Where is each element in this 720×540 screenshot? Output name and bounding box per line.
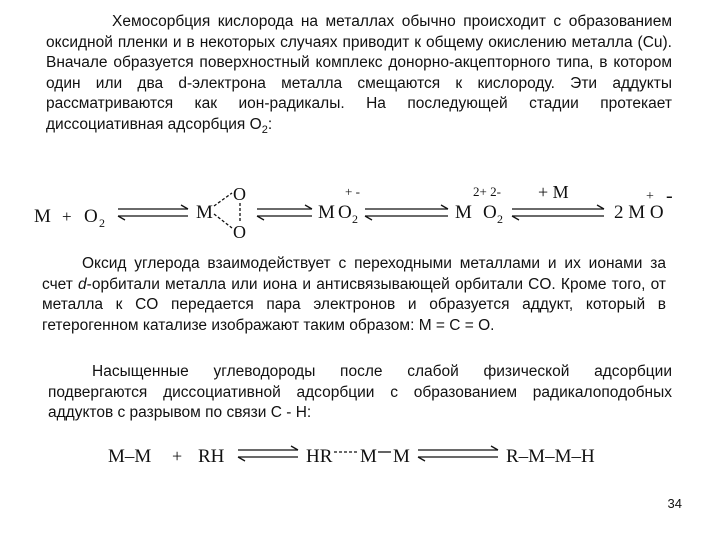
equation1-arrows xyxy=(118,193,604,228)
eq1-step3-charge: 2+ 2- xyxy=(473,184,501,199)
paragraph1-end: : xyxy=(267,115,273,133)
equation-hydrocarbon-adsorption xyxy=(108,446,595,467)
eq1-complex-m: M xyxy=(196,202,213,223)
eq2-m-left: M xyxy=(360,446,377,467)
eq1-step2-charge: + - xyxy=(345,184,360,199)
paragraph2-italic-d: d xyxy=(78,275,87,293)
eq1-final-plus: + xyxy=(646,189,654,204)
paragraph1-subscript: 2 xyxy=(261,123,268,136)
eq1-step3-sub: 2 xyxy=(497,212,503,226)
paragraph-hydrocarbons: Насыщенные углеводороды после слабой физической адсорбции подвергаются диссоциативной адсорбции с образованием радикалоподобных аддуктов с разрывом по связи C - H: xyxy=(48,363,672,421)
eq1-arrow-label: + M xyxy=(538,182,569,202)
page-number: 34 xyxy=(667,496,682,511)
eq1-step3-m: M xyxy=(455,202,472,223)
eq2-mm: M–M xyxy=(108,446,152,467)
eq1-step2-sub: 2 xyxy=(352,212,358,226)
eq2-rh: RH xyxy=(198,446,225,467)
eq1-m: M xyxy=(34,206,51,227)
eq1-equilibrium-arrow-2 xyxy=(257,205,312,220)
eq1-o2-o: O xyxy=(84,206,98,227)
eq1-step2-m: M xyxy=(318,202,335,223)
paragraph-carbon-monoxide xyxy=(42,254,666,336)
eq2-hr: HR xyxy=(306,446,333,467)
eq1-step2-o: O xyxy=(338,202,352,223)
paragraph1-text: Хемосорбция кислорода на металлах обычно происходит с образованием оксидной пленки и в некоторых случаях приводит к общему окислению металла (Cu). Вначале образуется поверхностный комплекс донорно-акцепторного типа, в котором один или два d-электрона металла смещаются к кислороду. Эти аддукты рассматриваются как ион-радикалы. На последующей стадии протекает диссоциативная адсорбция O xyxy=(46,13,672,133)
eq1-final-minus: - xyxy=(666,185,673,207)
eq1-final: 2 M O xyxy=(614,202,664,223)
eq2-equilibrium-arrow-1 xyxy=(238,446,298,461)
equation-oxygen-adsorption xyxy=(34,182,673,242)
paragraph2-text-before: Оксид углерода взаимодействует с переходными металлами и их ионами за счет xyxy=(42,255,666,293)
eq1-equilibrium-arrow-3 xyxy=(365,205,448,220)
eq2-equilibrium-arrow-2 xyxy=(418,446,498,461)
eq1-step3-o: O xyxy=(483,202,497,223)
eq1-o2-sub: 2 xyxy=(99,216,105,230)
eq1-equilibrium-arrow-4 xyxy=(512,205,604,220)
eq1-plus: + xyxy=(62,207,72,226)
paragraph2-text-after: -орбитали металла или иона и антисвязывающей орбитали CO. Кроме того, от металла к CO передается пара электронов и образуется аддукт, который в гетерогенном катализе изображают таким образом: M = C = O. xyxy=(42,275,666,334)
eq2-plus: + xyxy=(172,446,183,466)
eq2-m-right: M xyxy=(393,446,410,467)
eq1-complex-o-top: O xyxy=(233,184,246,204)
eq1-equilibrium-arrow-1 xyxy=(118,205,188,220)
eq1-complex-o-bottom: O xyxy=(233,222,246,242)
eq2-product: R–M–M–H xyxy=(506,446,595,467)
